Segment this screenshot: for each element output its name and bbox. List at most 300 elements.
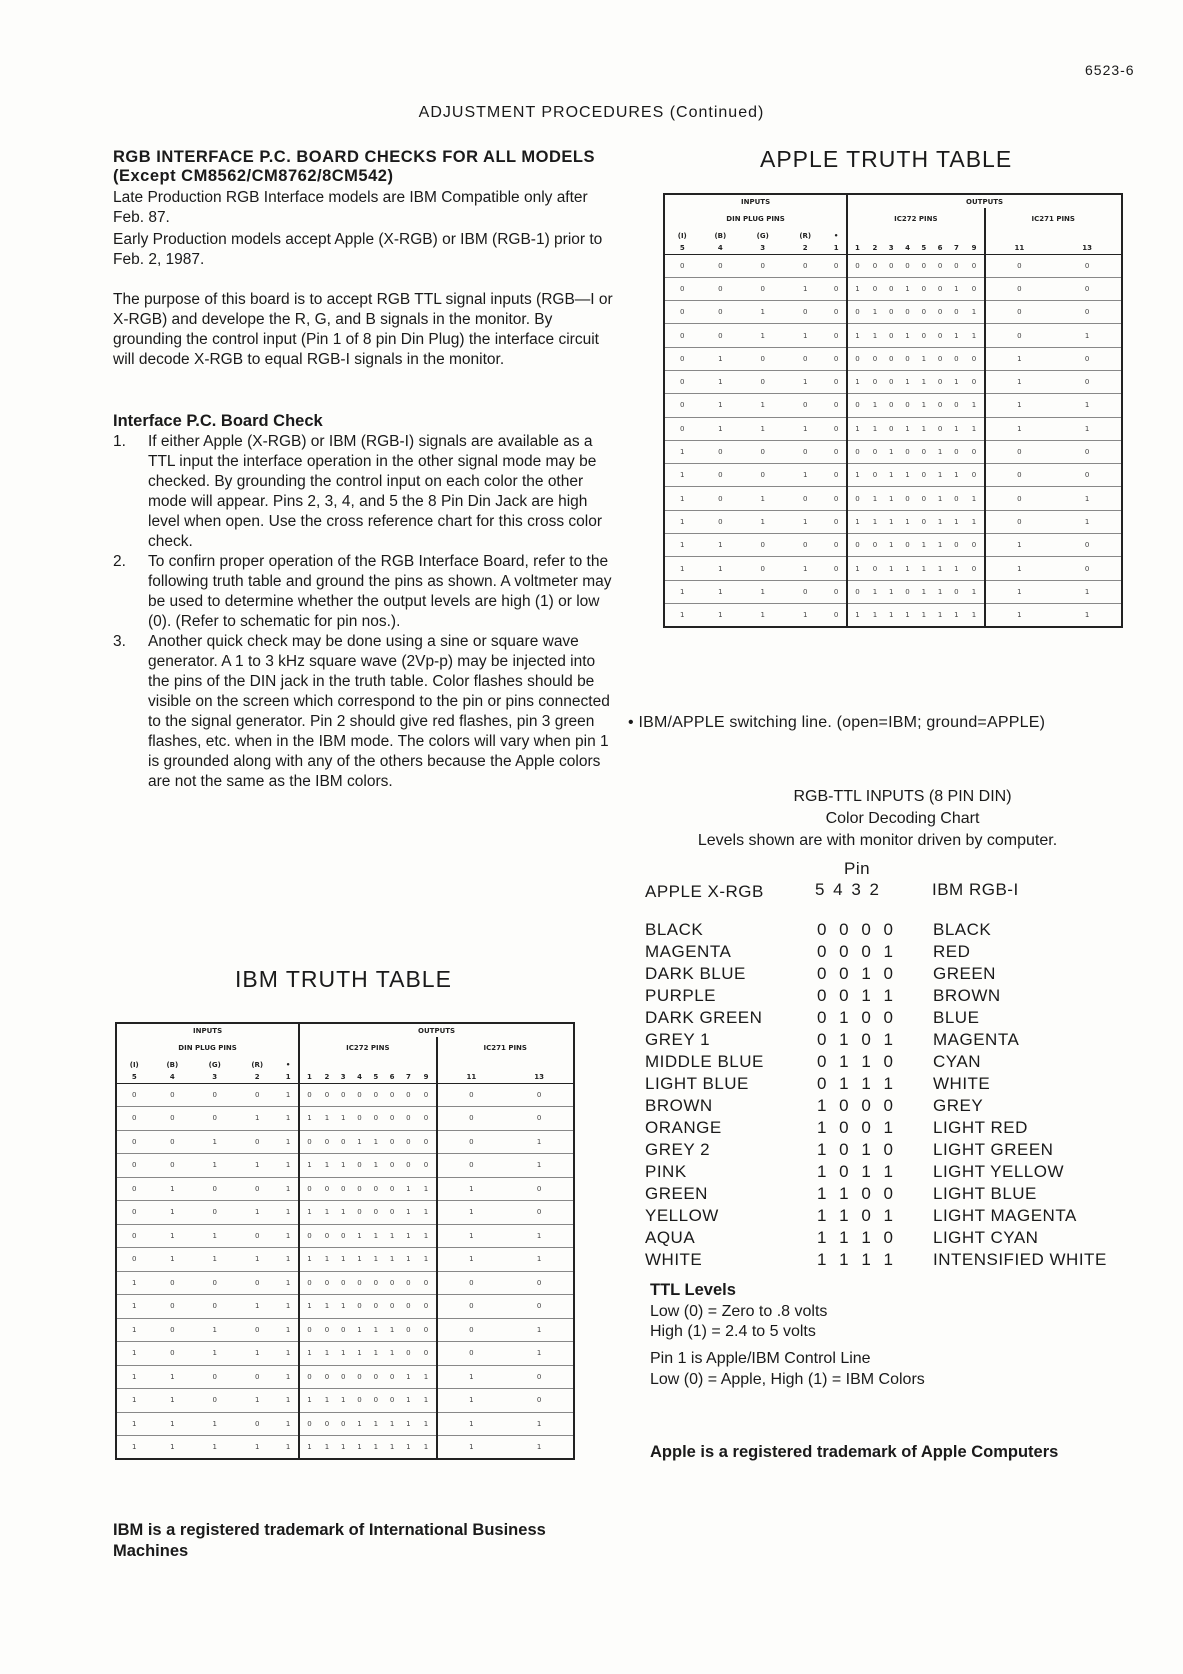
table-cell: 1 bbox=[883, 440, 899, 463]
pin-bits: 1 1 0 1 bbox=[817, 1206, 897, 1225]
table-cell: 1 bbox=[883, 464, 899, 487]
table-cell: 0 bbox=[236, 1271, 278, 1295]
table-cell: 0 bbox=[741, 557, 784, 580]
table-cell: 1 bbox=[1053, 417, 1122, 440]
table-row bbox=[664, 324, 1122, 347]
pin-bits: 1 0 0 0 bbox=[817, 1096, 897, 1115]
table-cell: 1 bbox=[319, 1107, 335, 1131]
table-cell: 1 bbox=[948, 510, 964, 533]
table-row bbox=[116, 1201, 574, 1225]
table-cell: 0 bbox=[948, 394, 964, 417]
table-cell: 1 bbox=[193, 1154, 236, 1178]
table-cell: 1 bbox=[916, 534, 932, 557]
table-cell: 0 bbox=[784, 580, 826, 603]
pin-bits: 0 0 0 1 bbox=[817, 942, 897, 961]
table-cell: 1 bbox=[741, 580, 784, 603]
ibm-color: BROWN bbox=[933, 986, 1001, 1005]
pin-number: 1 bbox=[278, 1071, 299, 1083]
apple-color: ORANGE bbox=[645, 1118, 722, 1137]
table-cell: 0 bbox=[867, 347, 883, 370]
table-cell: 0 bbox=[193, 1295, 236, 1319]
table-row bbox=[664, 557, 1122, 580]
table-row bbox=[664, 603, 1122, 626]
table-cell: 0 bbox=[351, 1083, 367, 1107]
blank-cell bbox=[916, 230, 932, 242]
ttl-low-level: Low (0) = Zero to .8 volts bbox=[650, 1303, 828, 1320]
table-cell: 1 bbox=[368, 1342, 384, 1366]
table-cell: 0 bbox=[826, 440, 847, 463]
table-cell: 1 bbox=[116, 1365, 152, 1389]
pin-number: 5 bbox=[116, 1071, 152, 1083]
table-cell: 0 bbox=[1053, 534, 1122, 557]
table-cell: 0 bbox=[932, 324, 948, 347]
ibm-color: LIGHT YELLOW bbox=[933, 1162, 1065, 1181]
table-cell: 1 bbox=[417, 1248, 437, 1272]
board-check-steps bbox=[113, 432, 618, 792]
table-cell: 0 bbox=[299, 1177, 319, 1201]
table-cell: 0 bbox=[784, 301, 826, 324]
table-cell: 0 bbox=[867, 464, 883, 487]
table-cell: 1 bbox=[335, 1248, 351, 1272]
table-cell: 1 bbox=[741, 487, 784, 510]
table-cell: 1 bbox=[985, 534, 1054, 557]
table-cell: 1 bbox=[152, 1201, 194, 1225]
table-cell: 1 bbox=[236, 1436, 278, 1460]
table-cell: 0 bbox=[319, 1318, 335, 1342]
table-row bbox=[116, 1071, 574, 1083]
pin-number: 2 bbox=[319, 1071, 335, 1083]
ibm-color: LIGHT RED bbox=[933, 1118, 1028, 1137]
table-cell: 1 bbox=[335, 1295, 351, 1319]
table-cell: 1 bbox=[236, 1201, 278, 1225]
signal-label: (R) bbox=[251, 1061, 264, 1069]
table-cell: 0 bbox=[700, 464, 742, 487]
apple-truth-table bbox=[663, 193, 1123, 628]
ibm-color: GREY bbox=[933, 1096, 984, 1115]
ic271-header: IC271 PINS bbox=[1031, 215, 1075, 223]
table-cell: 1 bbox=[319, 1342, 335, 1366]
table-cell: 1 bbox=[741, 603, 784, 626]
table-cell: 0 bbox=[985, 254, 1054, 277]
pin-number: 7 bbox=[948, 242, 964, 254]
apple-trademark-note: Apple is a registered trademark of Apple Computers bbox=[650, 1443, 1059, 1461]
table-cell: 0 bbox=[299, 1412, 319, 1436]
table-cell: 0 bbox=[932, 254, 948, 277]
table-cell: 1 bbox=[368, 1248, 384, 1272]
table-cell: 0 bbox=[299, 1224, 319, 1248]
table-cell: 1 bbox=[152, 1389, 194, 1413]
pin-number: 1 bbox=[299, 1071, 319, 1083]
chart-note: Levels shown are with monitor driven by computer. bbox=[697, 832, 1058, 849]
table-cell: 1 bbox=[847, 510, 867, 533]
apple-color: AQUA bbox=[645, 1228, 696, 1247]
table-cell: 1 bbox=[319, 1154, 335, 1178]
table-cell: 0 bbox=[700, 301, 742, 324]
table-cell: 0 bbox=[400, 1295, 416, 1319]
table-cell: 0 bbox=[400, 1271, 416, 1295]
table-cell: 0 bbox=[985, 487, 1054, 510]
table-cell: 0 bbox=[417, 1130, 437, 1154]
apple-truth-table-title: APPLE TRUTH TABLE bbox=[760, 146, 1013, 172]
chart-row bbox=[645, 1074, 1165, 1096]
table-cell: 0 bbox=[932, 347, 948, 370]
table-cell: 1 bbox=[965, 603, 985, 626]
table-cell: 0 bbox=[152, 1318, 194, 1342]
pin-number: 2 bbox=[236, 1071, 278, 1083]
table-cell: 0 bbox=[319, 1412, 335, 1436]
table-cell: 0 bbox=[883, 417, 899, 440]
pin-label: Pin bbox=[844, 859, 871, 878]
apple-color: BROWN bbox=[645, 1096, 713, 1115]
table-cell: 1 bbox=[916, 394, 932, 417]
production-note-late: Late Production RGB Interface models are IBM Compatible only after Feb. 87. bbox=[113, 189, 588, 226]
chart-row bbox=[645, 1140, 1165, 1162]
pin-number: 2 bbox=[867, 242, 883, 254]
table-cell: 1 bbox=[437, 1224, 506, 1248]
table-cell: 0 bbox=[916, 440, 932, 463]
table-cell: 1 bbox=[368, 1318, 384, 1342]
table-cell: 0 bbox=[417, 1154, 437, 1178]
chart-row bbox=[645, 942, 1165, 964]
table-cell: 1 bbox=[437, 1177, 506, 1201]
chart-row bbox=[645, 1118, 1165, 1140]
table-row bbox=[664, 194, 1122, 208]
inputs-header: INPUTS bbox=[116, 1023, 299, 1037]
table-cell: 1 bbox=[319, 1201, 335, 1225]
table-row bbox=[664, 277, 1122, 300]
pin-number: 9 bbox=[417, 1071, 437, 1083]
ibm-color: LIGHT GREEN bbox=[933, 1140, 1054, 1159]
table-cell: 1 bbox=[278, 1342, 299, 1366]
table-cell: 1 bbox=[152, 1412, 194, 1436]
table-cell: 0 bbox=[299, 1365, 319, 1389]
table-cell: 1 bbox=[899, 324, 915, 347]
table-cell: 1 bbox=[417, 1365, 437, 1389]
blank-cell bbox=[400, 1059, 416, 1071]
table-cell: 1 bbox=[664, 580, 700, 603]
table-cell: 0 bbox=[847, 580, 867, 603]
table-cell: 1 bbox=[883, 534, 899, 557]
table-cell: 1 bbox=[278, 1271, 299, 1295]
table-row bbox=[116, 1295, 574, 1319]
table-cell: 0 bbox=[883, 370, 899, 393]
table-cell: 1 bbox=[335, 1389, 351, 1413]
table-cell: 1 bbox=[883, 557, 899, 580]
table-cell: 1 bbox=[505, 1154, 574, 1178]
table-cell: 1 bbox=[847, 370, 867, 393]
ibm-color: BLUE bbox=[933, 1008, 980, 1027]
table-cell: 0 bbox=[193, 1177, 236, 1201]
table-cell: 0 bbox=[700, 510, 742, 533]
table-cell: 0 bbox=[700, 440, 742, 463]
table-cell: 1 bbox=[965, 417, 985, 440]
table-cell: 1 bbox=[400, 1436, 416, 1460]
table-cell: 1 bbox=[899, 557, 915, 580]
blank-cell bbox=[847, 230, 867, 242]
step-item: 3. Another quick check may be done using a sine or square wave generator. A 1 to 3 kHz square wave (2Vp-p) may be injected into the pins of the DIN jack in the truth table. Color flashes should be visible on the screen which correspond to the pin or pins connected to the signal generator. Pin 2 should give red flashes, pin 3 green flashes, etc. when in the IBM mode. The colors will vary when pin 1 is grounded along with any of the others because the Apple colors are not the same as the IBM colors. bbox=[113, 633, 610, 790]
table-cell: 1 bbox=[867, 510, 883, 533]
table-cell: 0 bbox=[384, 1295, 400, 1319]
table-cell: 1 bbox=[152, 1436, 194, 1460]
table-cell: 1 bbox=[847, 277, 867, 300]
table-cell: 1 bbox=[899, 464, 915, 487]
table-cell: 0 bbox=[847, 347, 867, 370]
table-cell: 1 bbox=[116, 1389, 152, 1413]
table-cell: 1 bbox=[700, 603, 742, 626]
table-cell: 0 bbox=[299, 1083, 319, 1107]
table-cell: 0 bbox=[916, 301, 932, 324]
table-cell: 1 bbox=[299, 1342, 319, 1366]
table-cell: 0 bbox=[335, 1412, 351, 1436]
table-cell: 0 bbox=[319, 1083, 335, 1107]
blank-cell bbox=[932, 230, 948, 242]
table-cell: 0 bbox=[784, 394, 826, 417]
apple-color: GREEN bbox=[645, 1184, 708, 1203]
table-cell: 0 bbox=[826, 603, 847, 626]
apple-color: WHITE bbox=[645, 1250, 703, 1269]
signal-label: (G) bbox=[756, 232, 769, 240]
table-row bbox=[116, 1177, 574, 1201]
pin-bits: 0 1 0 0 bbox=[817, 1008, 897, 1027]
table-cell: 0 bbox=[319, 1177, 335, 1201]
table-cell: 1 bbox=[437, 1436, 506, 1460]
blank-cell bbox=[883, 230, 899, 242]
board-check-heading: Interface P.C. Board Check bbox=[113, 412, 323, 430]
table-cell: 1 bbox=[932, 464, 948, 487]
table-cell: 0 bbox=[384, 1083, 400, 1107]
table-row bbox=[116, 1224, 574, 1248]
table-cell: 0 bbox=[505, 1295, 574, 1319]
table-cell: 0 bbox=[741, 440, 784, 463]
pin-bits: 1 0 1 0 bbox=[817, 1140, 897, 1159]
table-cell: 0 bbox=[826, 277, 847, 300]
table-cell: 1 bbox=[664, 510, 700, 533]
table-cell: 1 bbox=[193, 1342, 236, 1366]
table-cell: 0 bbox=[236, 1412, 278, 1436]
table-cell: 0 bbox=[116, 1083, 152, 1107]
chart-row bbox=[645, 1184, 1165, 1206]
ibm-truth-table bbox=[115, 1022, 575, 1460]
table-cell: 1 bbox=[278, 1389, 299, 1413]
table-cell: 1 bbox=[965, 580, 985, 603]
table-cell: 1 bbox=[664, 534, 700, 557]
table-cell: 1 bbox=[985, 370, 1054, 393]
table-cell: 0 bbox=[826, 347, 847, 370]
column-apple-header: APPLE X-RGB bbox=[645, 882, 764, 901]
table-cell: 1 bbox=[847, 603, 867, 626]
table-cell: 1 bbox=[152, 1248, 194, 1272]
table-cell: 0 bbox=[384, 1177, 400, 1201]
table-cell: 1 bbox=[932, 510, 948, 533]
table-cell: 1 bbox=[1053, 394, 1122, 417]
table-cell: 1 bbox=[916, 557, 932, 580]
table-cell: 0 bbox=[985, 440, 1054, 463]
table-cell: 0 bbox=[152, 1154, 194, 1178]
signal-label: • bbox=[826, 230, 847, 242]
table-cell: 1 bbox=[985, 603, 1054, 626]
chart-row bbox=[645, 986, 1165, 1008]
table-cell: 1 bbox=[299, 1389, 319, 1413]
table-cell: 0 bbox=[741, 347, 784, 370]
table-cell: 0 bbox=[384, 1107, 400, 1131]
table-cell: 0 bbox=[784, 347, 826, 370]
table-cell: 1 bbox=[236, 1342, 278, 1366]
table-cell: 0 bbox=[867, 370, 883, 393]
pin-number: 7 bbox=[400, 1071, 416, 1083]
ibm-color: LIGHT BLUE bbox=[933, 1184, 1037, 1203]
table-cell: 1 bbox=[664, 464, 700, 487]
table-cell: 1 bbox=[948, 464, 964, 487]
table-cell: 0 bbox=[437, 1154, 506, 1178]
table-cell: 1 bbox=[193, 1412, 236, 1436]
pin-number: 4 bbox=[152, 1071, 194, 1083]
pin-number: 9 bbox=[965, 242, 985, 254]
inputs-header: INPUTS bbox=[664, 194, 847, 208]
table-cell: 0 bbox=[351, 1201, 367, 1225]
table-cell: 0 bbox=[116, 1154, 152, 1178]
table-cell: 1 bbox=[384, 1318, 400, 1342]
table-cell: 1 bbox=[505, 1412, 574, 1436]
table-cell: 0 bbox=[335, 1318, 351, 1342]
table-cell: 0 bbox=[116, 1177, 152, 1201]
ibm-color: WHITE bbox=[933, 1074, 991, 1093]
table-cell: 1 bbox=[351, 1436, 367, 1460]
table-cell: 1 bbox=[335, 1201, 351, 1225]
ibm-color: BLACK bbox=[933, 920, 992, 939]
table-cell: 1 bbox=[335, 1436, 351, 1460]
table-cell: 0 bbox=[116, 1201, 152, 1225]
table-cell: 1 bbox=[417, 1177, 437, 1201]
table-row bbox=[116, 1389, 574, 1413]
table-cell: 0 bbox=[400, 1083, 416, 1107]
table-cell: 1 bbox=[299, 1248, 319, 1272]
table-cell: 0 bbox=[335, 1177, 351, 1201]
table-cell: 1 bbox=[278, 1224, 299, 1248]
table-cell: 0 bbox=[916, 254, 932, 277]
table-cell: 0 bbox=[351, 1154, 367, 1178]
table-cell: 1 bbox=[368, 1154, 384, 1178]
table-cell: 0 bbox=[417, 1342, 437, 1366]
table-cell: 0 bbox=[417, 1107, 437, 1131]
table-cell: 1 bbox=[437, 1201, 506, 1225]
table-cell: 1 bbox=[400, 1224, 416, 1248]
table-cell: 1 bbox=[932, 580, 948, 603]
table-row bbox=[664, 417, 1122, 440]
table-cell: 1 bbox=[278, 1318, 299, 1342]
signal-label: (B) bbox=[714, 232, 727, 240]
table-cell: 0 bbox=[193, 1083, 236, 1107]
apple-color: MAGENTA bbox=[645, 942, 732, 961]
ibm-color: LIGHT CYAN bbox=[933, 1228, 1039, 1247]
table-row bbox=[664, 394, 1122, 417]
table-cell: 1 bbox=[700, 557, 742, 580]
chart-subtitle: Color Decoding Chart bbox=[825, 810, 980, 827]
table-row bbox=[116, 1107, 574, 1131]
pin-bits: 0 0 1 0 bbox=[817, 964, 897, 983]
table-cell: 0 bbox=[384, 1130, 400, 1154]
table-cell: 1 bbox=[116, 1342, 152, 1366]
table-cell: 0 bbox=[299, 1130, 319, 1154]
table-cell: 0 bbox=[193, 1389, 236, 1413]
table-cell: 0 bbox=[236, 1130, 278, 1154]
blank-cell bbox=[368, 1059, 384, 1071]
table-cell: 0 bbox=[826, 580, 847, 603]
blank-cell bbox=[965, 230, 985, 242]
table-cell: 0 bbox=[400, 1342, 416, 1366]
table-cell: 1 bbox=[505, 1342, 574, 1366]
table-cell: 0 bbox=[899, 394, 915, 417]
table-cell: 1 bbox=[664, 603, 700, 626]
table-cell: 0 bbox=[700, 487, 742, 510]
table-cell: 0 bbox=[741, 464, 784, 487]
din-plug-header: DIN PLUG PINS bbox=[664, 208, 847, 230]
pin-bits: 1 1 0 0 bbox=[817, 1184, 897, 1203]
table-cell: 0 bbox=[826, 324, 847, 347]
table-cell: 0 bbox=[867, 277, 883, 300]
table-row bbox=[664, 230, 1122, 242]
table-cell: 0 bbox=[784, 487, 826, 510]
table-cell: 1 bbox=[384, 1224, 400, 1248]
table-cell: 0 bbox=[899, 301, 915, 324]
table-cell: 0 bbox=[437, 1083, 506, 1107]
table-row bbox=[664, 301, 1122, 324]
chart-row bbox=[645, 1008, 1165, 1030]
table-cell: 1 bbox=[784, 557, 826, 580]
table-cell: 1 bbox=[741, 324, 784, 347]
table-cell: 1 bbox=[664, 557, 700, 580]
table-cell: 1 bbox=[965, 324, 985, 347]
table-cell: 0 bbox=[985, 464, 1054, 487]
table-cell: 0 bbox=[932, 277, 948, 300]
table-cell: 1 bbox=[278, 1083, 299, 1107]
table-cell: 0 bbox=[335, 1083, 351, 1107]
table-cell: 0 bbox=[826, 370, 847, 393]
table-cell: 0 bbox=[916, 277, 932, 300]
table-cell: 0 bbox=[700, 277, 742, 300]
table-cell: 1 bbox=[384, 1436, 400, 1460]
table-cell: 0 bbox=[700, 324, 742, 347]
table-cell: 1 bbox=[193, 1436, 236, 1460]
table-cell: 0 bbox=[899, 254, 915, 277]
table-cell: 1 bbox=[351, 1130, 367, 1154]
table-cell: 0 bbox=[826, 557, 847, 580]
apple-color: YELLOW bbox=[645, 1206, 719, 1225]
table-cell: 0 bbox=[351, 1389, 367, 1413]
table-cell: 0 bbox=[368, 1201, 384, 1225]
apple-color: GREY 2 bbox=[645, 1140, 711, 1159]
table-cell: 0 bbox=[417, 1295, 437, 1319]
din-plug-header: DIN PLUG PINS bbox=[116, 1037, 299, 1059]
table-cell: 1 bbox=[152, 1224, 194, 1248]
table-cell: 1 bbox=[384, 1412, 400, 1436]
table-cell: 0 bbox=[826, 487, 847, 510]
table-cell: 0 bbox=[916, 510, 932, 533]
chart-row bbox=[645, 964, 1165, 986]
table-cell: 0 bbox=[505, 1271, 574, 1295]
chart-row bbox=[645, 1228, 1165, 1250]
table-row bbox=[664, 440, 1122, 463]
table-cell: 1 bbox=[932, 603, 948, 626]
table-cell: 0 bbox=[826, 510, 847, 533]
table-cell: 1 bbox=[985, 580, 1054, 603]
table-cell: 1 bbox=[335, 1154, 351, 1178]
table-cell: 0 bbox=[505, 1365, 574, 1389]
apple-color: GREY 1 bbox=[645, 1030, 711, 1049]
table-cell: 0 bbox=[916, 487, 932, 510]
table-cell: 1 bbox=[867, 301, 883, 324]
table-cell: 0 bbox=[985, 324, 1054, 347]
table-cell: 1 bbox=[193, 1224, 236, 1248]
